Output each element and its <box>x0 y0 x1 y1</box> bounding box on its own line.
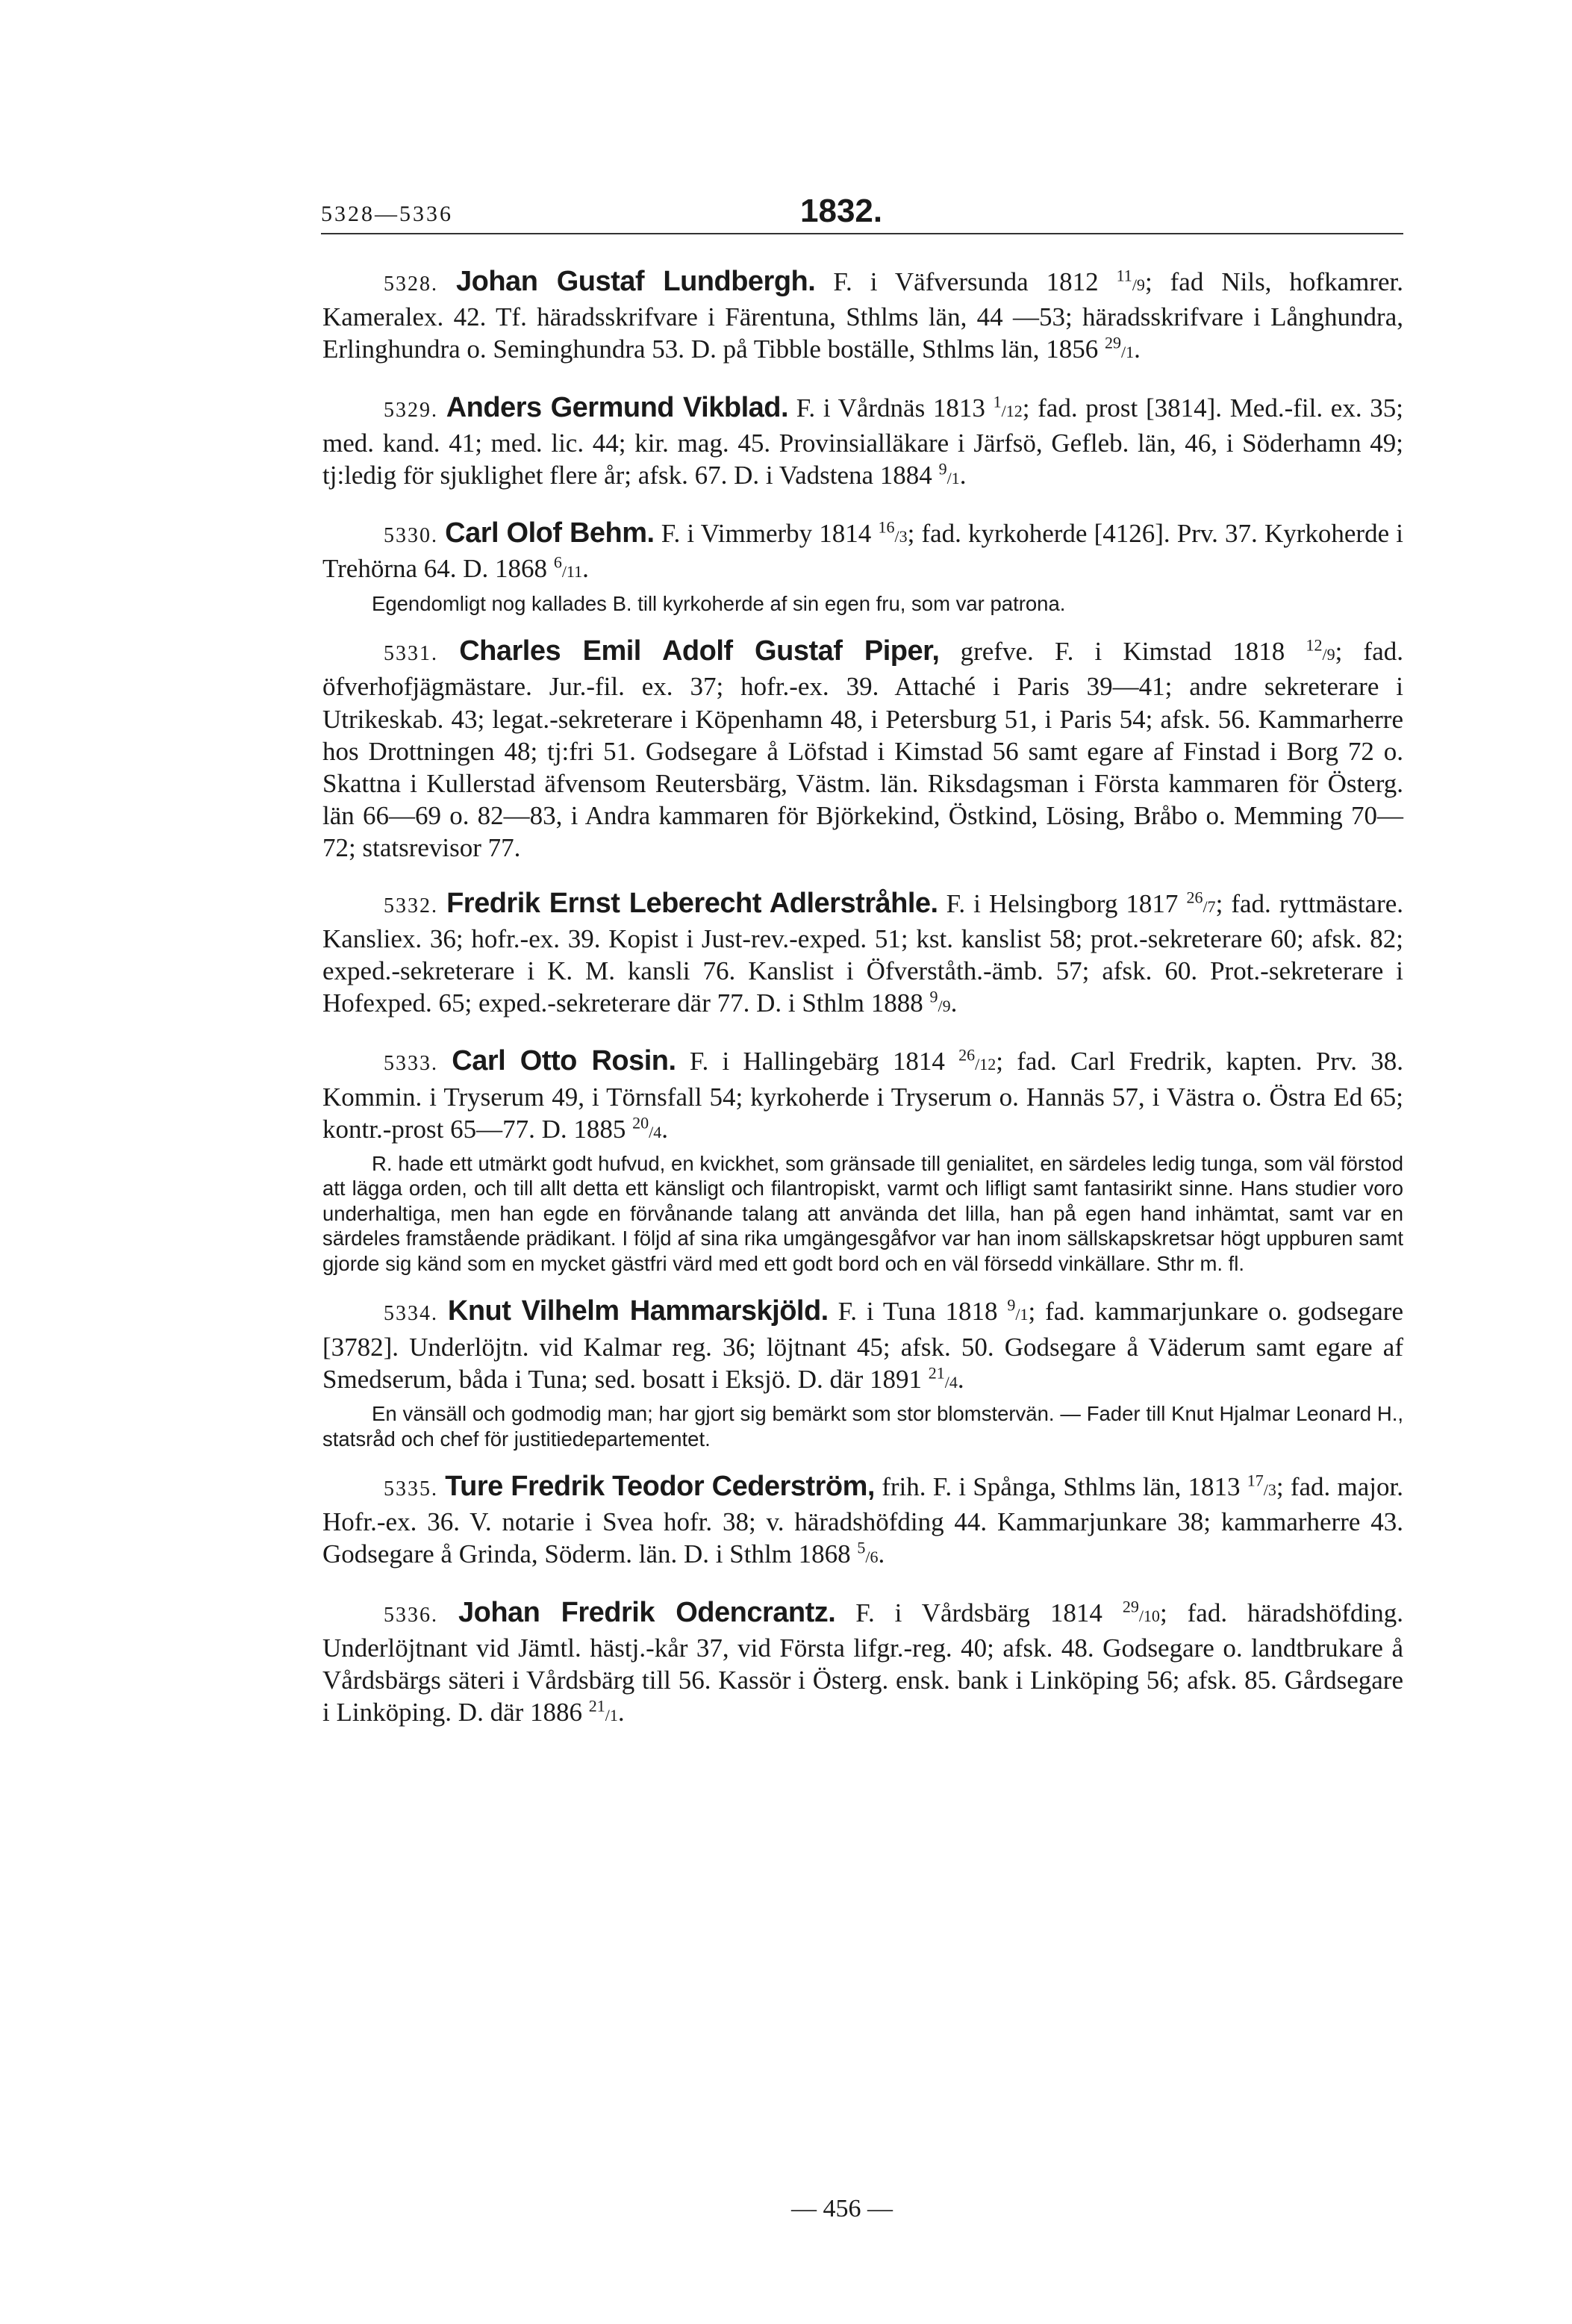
date-month: /9 <box>1322 645 1335 664</box>
entry-number: 5334. <box>384 1302 438 1326</box>
date-day: 16 <box>878 517 895 537</box>
entry-text: ; fad. major. Hofr.-ex. 36. V. notarie i Svea hofr. 38; v. häradshöfding 44. Kammarjunkare 38; kammarherre 43. Godsegare å Grinda, Söderm. län. D. i Sthlm 1868 <box>322 1472 1403 1569</box>
entry-number: 5336. <box>384 1603 438 1627</box>
date-month: /3 <box>894 527 908 546</box>
entry-number: 5329. <box>384 398 438 422</box>
date-month: /1 <box>1015 1305 1029 1324</box>
date-month: /1 <box>605 1706 618 1725</box>
date-day: 21 <box>928 1363 945 1383</box>
entry-note: En vänsäll och godmodig man; har gjort sig bemärkt som stor blomstervän. — Fader till Knut Hjalmar Leonard H., statsråd och chef för justitiedepartementet. <box>322 1402 1403 1451</box>
date-month: /3 <box>1263 1480 1276 1500</box>
date-day: 26 <box>958 1045 976 1065</box>
date-month: /11 <box>561 562 583 582</box>
date-month: /12 <box>975 1055 996 1074</box>
entry-text: F. i Helsingborg 1817 <box>938 888 1187 918</box>
entries-body <box>322 266 1403 1755</box>
entry-name: Fredrik Ernst Leberecht Adlerstråhle. <box>446 887 938 919</box>
date-month: /7 <box>1203 897 1216 916</box>
entry-name: Ture Fredrik Teodor Cederström, <box>445 1471 875 1503</box>
entry-text: . <box>661 1114 669 1144</box>
entry-5328 <box>322 266 1403 369</box>
date-day: 17 <box>1247 1471 1264 1490</box>
entry-text: ; fad. prost [3814]. Med.-fil. ex. 35; med. kand. 41; med. lic. 44; kir. mag. 45. Provinsialläkare i Järfsö, Gefleb. län, 46, i Söderhamn 49; tj:ledig för sjuklighet flere år; afsk. 67. D. i Vadstena 1884 <box>322 393 1403 490</box>
date-day: 9 <box>938 459 947 479</box>
entry-text: ; fad. Carl Fredrik, kapten. Prv. 38. Kommin. i Tryserum 49, i Törnsfall 54; kyrkoherde i Tryserum o. Hannäs 57, i Västra o. Östra Ed 65; kontr.-prost 65—77. D. 1885 <box>322 1047 1403 1144</box>
entry-name: Johan Gustaf Lundbergh. <box>456 266 816 297</box>
entry-name: Johan Fredrik Odencrantz. <box>458 1596 836 1628</box>
date-month: /4 <box>649 1122 662 1141</box>
entry-text: ; fad. ryttmästare. Kansliex. 36; hofr.-ex. 39. Kopist i Just-rev.-exped. 51; kst. kanslist 58; prot.-sekreterare 60; afsk. 82; exped.-sekreterare i K. M. kansli 76. Kanslist i Öfverståth.-ämb. 57; afsk. 60. Prot.-sekreterare i Hofexped. 65; exped.-sekreterare där 77. D. i Sthlm 1888 <box>322 888 1404 1018</box>
date-month: /1 <box>1121 343 1135 362</box>
entry-range: 5328—5336 <box>321 202 453 226</box>
date-day: 9 <box>1007 1295 1016 1315</box>
header-rule <box>321 233 1403 234</box>
entry-text: . <box>950 988 958 1018</box>
date-month: /9 <box>938 997 951 1016</box>
entry-5335 <box>322 1471 1403 1574</box>
entry-text: ; fad. häradshöfding. Underlöjtnant vid Jämtl. hästj.-kår 37, vid Första lifgr.-reg. 40; afsk. 48. Godsegare o. landtbrukare å Vårdsbärgs säteri i Vårdsbärg till 56. Kassör i Österg. ensk. bank i Linköping 56; afsk. 85. Gårdsegare i Linköping. D. där 1886 <box>322 1598 1404 1728</box>
entry-text: grefve. F. i Kimstad 1818 <box>939 637 1306 667</box>
date-month: /9 <box>1132 275 1145 294</box>
date-day: 26 <box>1186 887 1203 906</box>
entry-number: 5328. <box>384 272 438 296</box>
entry-number: 5331. <box>384 642 438 666</box>
entry-text: ; fad. kammarjunkare o. godsegare [3782]. Underlöjtn. vid Kalmar reg. 36; löjtnant 45; afsk. 50. Godsegare å Väderum samt egare af Smedserum, båda i Tuna; sed. bosatt i Eksjö. D. där 1891 <box>322 1297 1403 1394</box>
entry-5336 <box>322 1597 1403 1732</box>
entry-name: Carl Olof Behm. <box>445 517 655 549</box>
entry-text: . <box>1134 334 1141 364</box>
date-day: 9 <box>929 987 938 1006</box>
date-month: /6 <box>865 1548 879 1567</box>
entry-text: F. i Vimmerby 1814 <box>654 519 879 549</box>
date-month: /1 <box>946 469 960 488</box>
entry-text: . <box>959 461 967 490</box>
date-month: /10 <box>1138 1606 1160 1625</box>
date-month: /12 <box>1001 401 1023 420</box>
page-header <box>321 193 1403 237</box>
entry-name: Anders Germund Vikblad. <box>446 391 789 423</box>
entry-number: 5333. <box>384 1052 438 1076</box>
entry-5330 <box>322 517 1403 588</box>
entry-name: Knut Vilhelm Hammarskjöld. <box>447 1295 829 1327</box>
entry-number: 5330. <box>384 524 438 548</box>
entry-text: . <box>878 1539 885 1569</box>
date-day: 6 <box>553 552 562 572</box>
entry-name: Carl Otto Rosin. <box>452 1045 676 1077</box>
entry-5332 <box>322 888 1403 1023</box>
entry-name: Charles Emil Adolf Gustaf Piper, <box>459 635 940 667</box>
entry-text: ; fad. kyrkoherde [4126]. Prv. 37. Kyrkoherde i Trehörna 64. D. 1868 <box>322 519 1403 584</box>
date-day: 29 <box>1122 1597 1139 1616</box>
entry-text: F. i Tuna 1818 <box>828 1297 1008 1327</box>
entry-text: F. i Hallingebärg 1814 <box>676 1047 959 1077</box>
entry-5333 <box>322 1045 1403 1148</box>
date-month: /4 <box>944 1372 958 1392</box>
entry-note: R. hade ett utmärkt godt hufvud, en kvickhet, som gränsade till genialitet, en särdeles ledig tunga, som väl förstod att lägga orden, och till allt detta ett känsligt och filantropiskt, varmt och lifligt samt fantasirikt sinne. Hans studier voro underhaltiga, men han egde en förvånande talang att använda det lilla, han på egen hand inhämtat, samt var en särdeles framstående prädikant. I följd af sina rika umgängesgåfvor var han inom sällskapskretsar högt uppburen samt gjorde sig känd som en mycket gästfri värd med ett godt bord och en väl försedd vinkällare. Sthr m. fl. <box>322 1151 1403 1275</box>
entry-text: F. i Vårdsbärg 1814 <box>835 1598 1123 1627</box>
entry-5331 <box>322 635 1403 864</box>
entry-text: frih. F. i Spånga, Sthlms län, 1813 <box>874 1472 1247 1502</box>
date-day: 20 <box>632 1113 649 1133</box>
date-day: 11 <box>1116 266 1132 285</box>
entry-note: Egendomligt nog kallades B. till kyrkoherde af sin egen fru, som var patrona. <box>372 591 1066 615</box>
entry-5334 <box>322 1295 1403 1398</box>
entry-text: . <box>617 1698 625 1728</box>
entry-5329 <box>322 392 1403 495</box>
entry-text: F. i Vårdnäs 1813 <box>788 393 994 423</box>
entry-number: 5332. <box>384 894 438 918</box>
entry-text: F. i Väfversunda 1812 <box>815 267 1117 296</box>
page-number: — 456 — <box>791 2195 893 2222</box>
date-day: 21 <box>588 1696 605 1716</box>
date-day: 29 <box>1105 333 1122 352</box>
entry-number: 5335. <box>384 1477 438 1501</box>
entry-text: ; fad. öfverhofjägmästare. Jur.-fil. ex. 37; hofr.-ex. 39. Attaché i Paris 39—41; andre sekreterare i Utrikeskab. 43; legat.-sekreterare i Köpenhamn 48, i Petersburg 51, i Paris 54; afsk. 56. Kammarherre hos Drottningen 48; tj:fri 51. Godsegare å Löfstad i Kimstad 56 samt egare af Finstad i Borg 72 o. Skattna i Kullerstad äfvensom Reutersbärg, Västm. län. Riksdagsman i Första kammaren för Österg. län 66—69 o. 82—83, i Andra kammaren för Björkekind, Östkind, Lösing, Bråbo o. Memming 70—72; statsrevisor 77. <box>322 637 1403 863</box>
entry-text: . <box>957 1364 964 1394</box>
date-day: 5 <box>857 1538 866 1557</box>
entry-text: ; fad Nils, hofkamrer. Kameralex. 42. Tf. häradsskrifvare i Färentuna, Sthlms län, 44 —53; häradsskrifvare i Långhundra, Erlinghundra o. Seminghundra 53. D. på Tibble boställe, Sthlms län, 1856 <box>322 267 1404 364</box>
date-day: 1 <box>993 391 1002 411</box>
date-day: 12 <box>1306 635 1323 655</box>
year-heading: 1832. <box>800 193 883 229</box>
entry-text: . <box>582 554 589 584</box>
